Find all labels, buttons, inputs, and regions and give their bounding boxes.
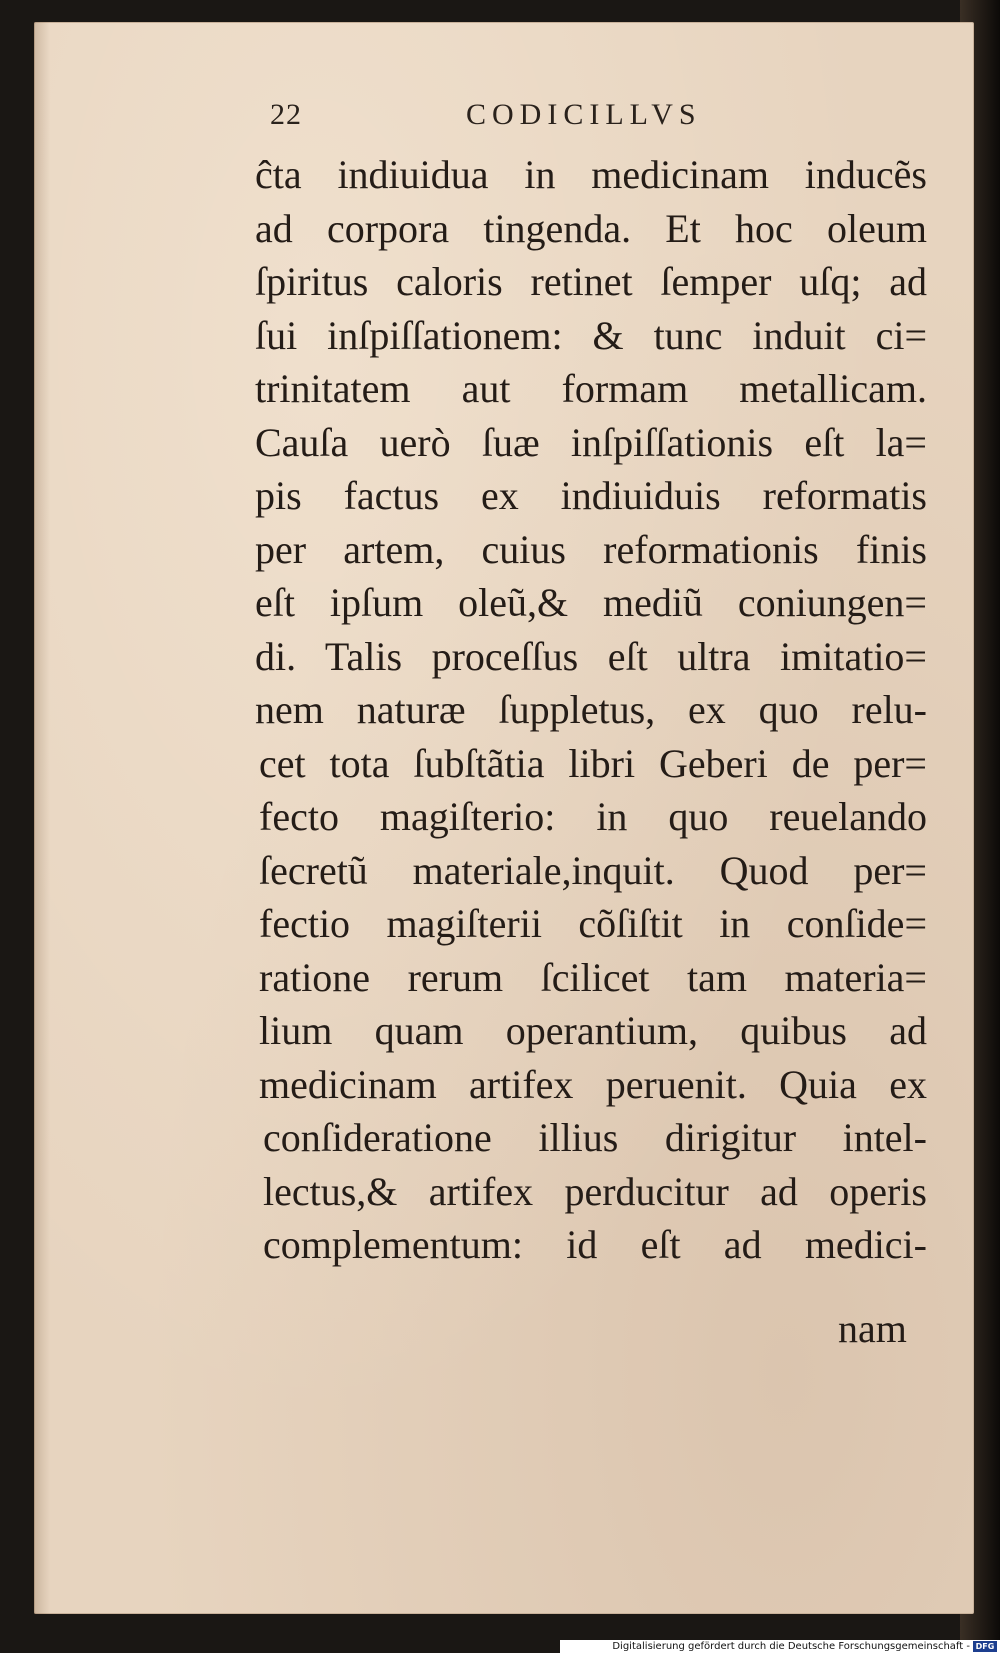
text-line: lectus,& artifex perducitur ad operis <box>263 1168 927 1214</box>
text-line: nem naturæ ſuppletus, ex quo relu- <box>255 687 927 732</box>
page-number: 22 <box>270 98 302 131</box>
text-line: eſt ipſum oleũ,& mediũ coniungen= <box>255 580 927 625</box>
digitization-footer <box>560 1640 1000 1653</box>
funding-credit: Digitalisierung gefördert durch die Deutsche Forschungsgemeinschaft - <box>612 1641 970 1652</box>
text-line: trinitatem aut formam metallicam. <box>255 366 927 411</box>
text-line: ſpiritus caloris retinet ſemper uſq; ad <box>255 259 927 304</box>
text-line: di. Talis proceſſus eſt ultra imitatio= <box>255 633 927 679</box>
text-line: ĉta indiuidua in medicinam inducẽs <box>255 152 927 197</box>
text-line: ad corpora tingenda. Et hoc oleum <box>255 205 927 251</box>
text-line: ratione rerum ſcilicet tam materia= <box>259 954 927 1000</box>
text-line: ſecretũ materiale,inquit. Quod per= <box>259 847 927 893</box>
text-line: Cauſa uerò ſuæ inſpiſſationis eſt la= <box>255 419 927 465</box>
catchword: nam <box>838 1306 907 1351</box>
text-line: per artem, cuius reformationis finis <box>255 526 927 572</box>
text-line: pis factus ex indiuiduis reformatis <box>255 473 927 518</box>
dfg-logo-icon: DFG <box>973 1641 997 1652</box>
text-line: complementum: id eſt ad medici- <box>263 1222 927 1267</box>
running-title: CODICILLVS <box>466 98 702 131</box>
text-line: ſui inſpiſſationem: & tunc induit ci= <box>255 312 927 358</box>
page-header <box>270 98 750 142</box>
body-text <box>255 148 927 1272</box>
text-line: cet tota ſubſtãtia libri Geberi de per= <box>259 740 927 786</box>
text-line: fectio magiſterii cõſiſtit in conſide= <box>259 901 927 946</box>
text-line: medicinam artifex peruenit. Quia ex <box>259 1061 927 1107</box>
page-gutter-shadow <box>34 22 50 1614</box>
text-line: lium quam operantium, quibus ad <box>259 1008 927 1053</box>
text-line: fecto magiſterio: in quo reuelando <box>259 794 927 839</box>
text-line: conſideratione illius dirigitur intel- <box>263 1115 927 1160</box>
